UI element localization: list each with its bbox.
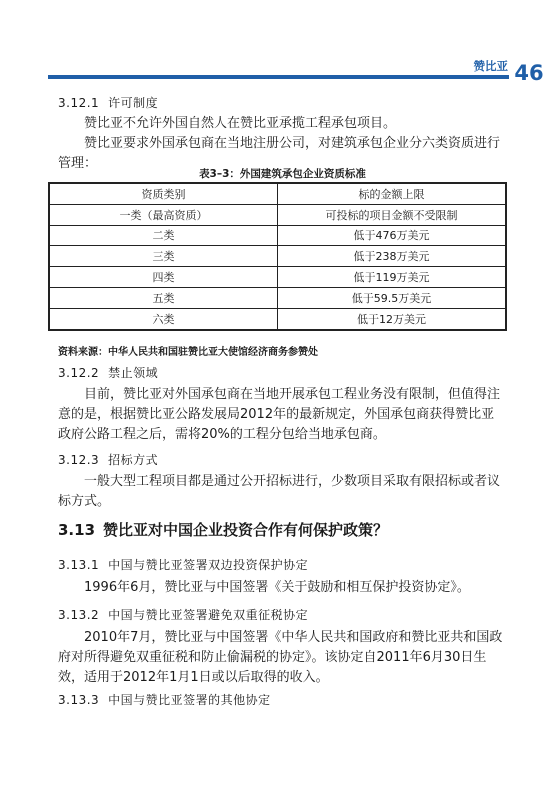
table-header-cell: 标的金额上限	[278, 183, 507, 204]
paragraph: 一般大型工程项目都是通过公开招标进行，少数项目采取有限招标或者议标方式。	[58, 474, 501, 509]
header-country-name: 赞比亚	[473, 59, 508, 73]
paragraph: 2010年7月，赞比亚与中国签署《中华人民共和国政府和赞比亚共和国政府对所得避免双重征税和防止偷漏税的协定》。该协定自2011年6月30日生效，适用于2012年1月1日或以后取得的收入。	[58, 630, 503, 685]
table-cell: 一类（最高资质）	[49, 204, 278, 225]
table-cell: 四类	[49, 267, 278, 288]
table-row	[49, 287, 506, 308]
table-source-note: 资料来源：中华人民共和国驻赞比亚大使馆经济商务参赞处	[58, 347, 318, 358]
table-row	[49, 246, 506, 267]
table-cell: 低于119万美元	[278, 267, 507, 288]
subsection-number: 3.13.2	[58, 608, 100, 622]
subsection-heading-3-13-1	[58, 556, 308, 573]
table-row	[49, 308, 506, 329]
subsection-title: 中国与赞比亚签署的其他协定	[108, 693, 271, 707]
paragraph: 目前，赞比亚对外国承包商在当地开展承包工程业务没有限制，但值得注意的是，根据赞比亚公路发展局2012年的最新规定，外国承包商获得赞比亚政府公路工程之后，需将20%的工程分包给当地承包商。	[58, 387, 501, 442]
subsection-number: 3.12.1	[58, 96, 100, 110]
paragraph: 1996年6月，赞比亚与中国签署《关于鼓励和相互保护投资协定》。	[84, 580, 470, 595]
page-number: 46	[514, 61, 544, 85]
table-cell: 低于59.5万美元	[278, 287, 507, 308]
table-cell: 低于12万美元	[278, 308, 507, 329]
table-row	[49, 225, 506, 246]
paragraph: 赞比亚要求外国承包商在当地注册公司，对建筑承包企业分六类资质进行管理：	[58, 136, 501, 171]
table-cell: 六类	[49, 308, 278, 329]
subsection-number: 3.12.2	[58, 366, 100, 380]
subsection-title: 招标方式	[108, 453, 159, 467]
section-number: 3.13	[58, 521, 96, 539]
table-row	[49, 204, 506, 225]
subsection-heading-3-13-3	[58, 691, 271, 708]
subsection-heading-3-12-1	[58, 94, 158, 111]
subsection-title: 中国与赞比亚签署避免双重征税协定	[108, 608, 309, 622]
table-cell: 三类	[49, 246, 278, 267]
section-title: 赞比亚对中国企业投资合作有何保护政策？	[103, 521, 389, 539]
subsection-number: 3.13.1	[58, 558, 100, 572]
paragraph: 赞比亚不允许外国自然人在赞比亚承揽工程承包项目。	[84, 116, 397, 131]
table-cell: 低于476万美元	[278, 225, 507, 246]
subsection-number: 3.12.3	[58, 453, 100, 467]
table-row	[49, 267, 506, 288]
subsection-title: 中国与赞比亚签署双边投资保护协定	[108, 558, 309, 572]
subsection-title: 禁止领域	[108, 366, 159, 380]
table-cell: 五类	[49, 287, 278, 308]
table-header-row	[49, 183, 506, 204]
qualification-table	[48, 182, 507, 331]
header-rule	[48, 75, 509, 79]
subsection-title: 许可制度	[108, 96, 159, 110]
subsection-heading-3-12-2	[58, 364, 158, 381]
table-caption: 表3–3：外国建筑承包企业资质标准	[199, 168, 366, 180]
section-heading-3-13	[58, 519, 388, 540]
subsection-heading-3-13-2	[58, 606, 308, 623]
table-cell: 低于238万美元	[278, 246, 507, 267]
subsection-number: 3.13.3	[58, 693, 100, 707]
table-cell: 二类	[49, 225, 278, 246]
subsection-heading-3-12-3	[58, 451, 158, 468]
table-header-cell: 资质类别	[49, 183, 278, 204]
table-cell: 可投标的项目金额不受限制	[278, 204, 507, 225]
